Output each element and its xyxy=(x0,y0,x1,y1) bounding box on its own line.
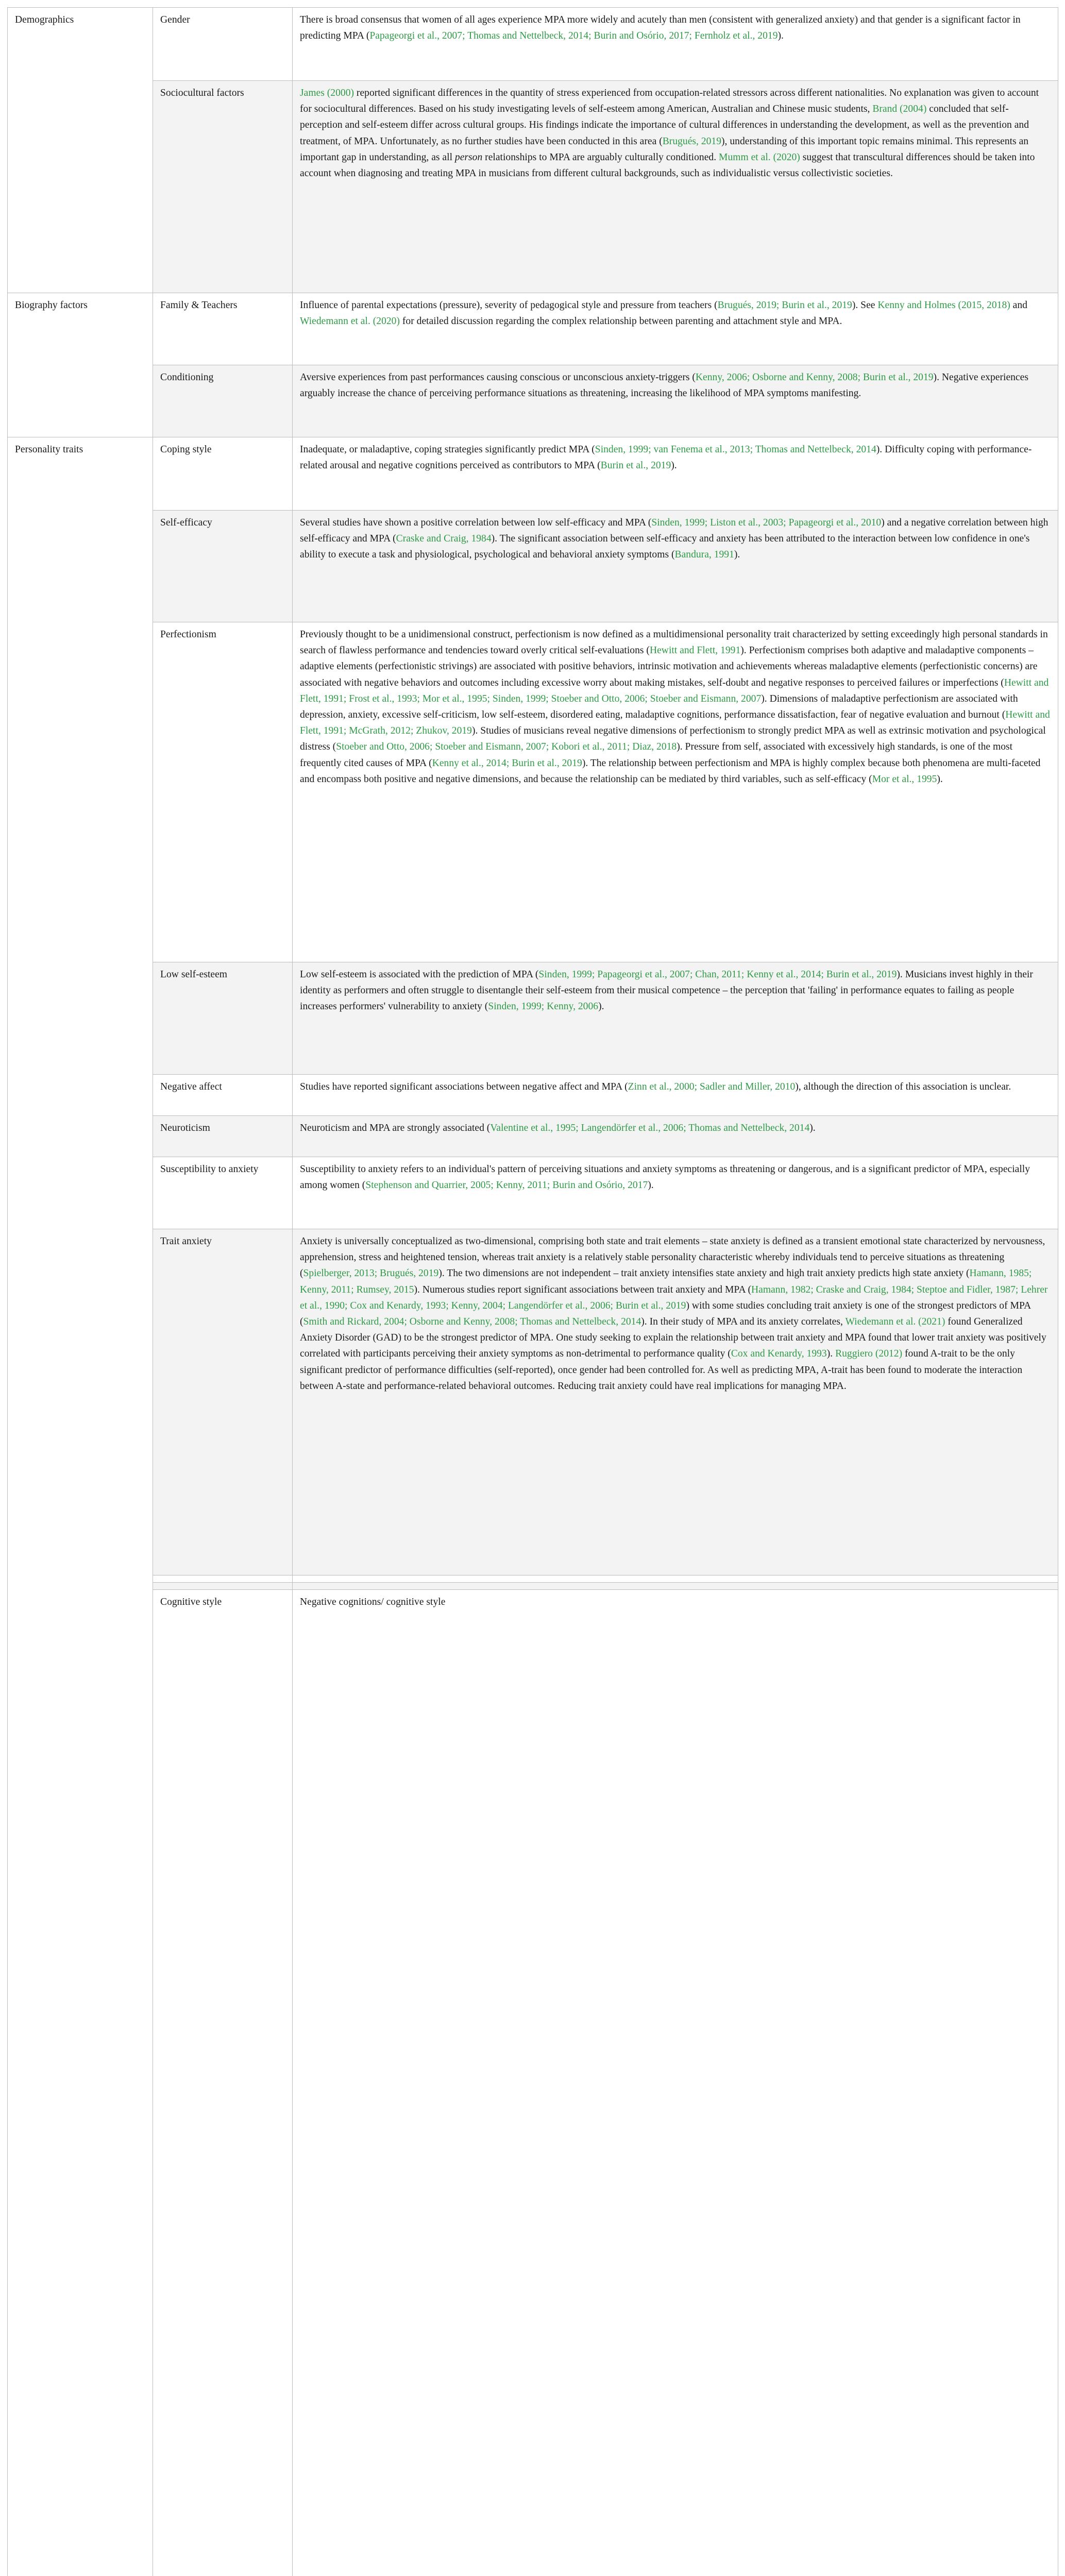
body-text: ) with some studies concluding trait anxiety is one of the strongest predictors of MPA ( xyxy=(300,1300,1031,1328)
citation-link[interactable]: Hamann, 1985; Kenny, 2011; Rumsey, 2015 xyxy=(300,1268,1032,1295)
citation-link[interactable]: Smith and Rickard, 2004; Osborne and Kenny, 2008; Thomas and Nettelbeck, 2014 xyxy=(303,1316,641,1328)
body-text: Anxiety is universally conceptualized as two-dimensional, comprising both state and trait elements – state anxiety is defined as a transient emotional state characterized by nervousness, apprehension, stress and heightened tension, whereas trait anxiety is a relatively stable personality characteristic whereby individuals tend to perceive situations as threatening ( xyxy=(300,1236,1045,1279)
citation-link[interactable]: Burin et al., 2019 xyxy=(600,460,671,471)
factor-cell: Susceptibility to anxiety xyxy=(153,1157,293,1229)
factor-cell: Negative cognitions/ cognitive style xyxy=(293,1590,1058,2576)
citation-link[interactable]: Bandura, 1991 xyxy=(674,549,734,561)
table-row xyxy=(8,1583,1058,1590)
category-cell: Personality traits xyxy=(8,437,153,2576)
table-row xyxy=(8,511,1058,622)
body-text: ). See xyxy=(852,300,878,311)
body-text: Studies have reported significant associations between negative affect and MPA ( xyxy=(300,1081,628,1092)
body-text: ). The two dimensions are not independent – trait anxiety intensifies state anxiety and high trait anxiety predicts high state anxiety ( xyxy=(438,1268,970,1279)
citation-link[interactable]: Mor et al., 1995 xyxy=(872,773,937,785)
table-row xyxy=(8,1229,1058,1575)
description-cell xyxy=(293,8,1058,81)
body-text: Inadequate, or maladaptive, coping strategies significantly predict MPA ( xyxy=(300,444,595,455)
body-text: Influence of parental expectations (pressure), severity of pedagogical style and pressure from teachers ( xyxy=(300,300,718,311)
citation-link[interactable]: Wiedemann et al. (2021) xyxy=(845,1316,945,1328)
citation-link[interactable]: Sinden, 1999; Liston et al., 2003; Papageorgi et al., 2010 xyxy=(651,517,882,528)
citation-link[interactable]: Wiedemann et al. (2020) xyxy=(300,316,400,327)
factor-cell: Sociocultural factors xyxy=(153,81,293,293)
citation-link[interactable]: Hewitt and Flett, 1991; Frost et al., 1993; Mor et al., 1995; Sinden, 1999; Stoeber and Otto, 2006; Stoeber and Eismann, 2007 xyxy=(300,677,1049,704)
description-cell xyxy=(293,1116,1058,1157)
table-row xyxy=(8,1590,1058,2576)
citation-link[interactable]: Brand (2004) xyxy=(872,104,927,115)
body-text: ). The relationship between perfectionism and MPA is highly complex because both phenomena are multi-faceted and encompass both positive and negative dimensions, and because the relationship can be mediated by third variables, such as self-efficacy ( xyxy=(300,757,1041,785)
category-cell: Cognitive style xyxy=(153,1590,293,2576)
body-text: ). Difficulty coping with performance-related arousal and negative cognitions perceived as contributors to MPA ( xyxy=(300,444,1032,471)
body-text: ). xyxy=(777,30,784,42)
factor-cell: Conditioning xyxy=(153,365,293,437)
citation-link[interactable]: Kenny, 2006; Osborne and Kenny, 2008; Burin et al., 2019 xyxy=(695,372,934,383)
body-text: ). Studies of musicians reveal negative dimensions of perfectionism to strongly predict MPA as well as extrinsic motivation and psychological distress ( xyxy=(300,725,1046,753)
citation-link[interactable]: Brugués, 2019; Burin et al., 2019 xyxy=(717,300,852,311)
body-text: Low self-esteem is associated with the prediction of MPA ( xyxy=(300,969,539,980)
citation-link[interactable]: Ruggiero (2012) xyxy=(835,1348,903,1360)
body-text: ). xyxy=(598,1001,604,1012)
body-text: ). Dimensions of maladaptive perfectionism are associated with depression, anxiety, excessive self-criticism, low self-esteem, disordered eating, maladaptive cognitions, performance dissatisfaction, fear of negative evaluation and burnout ( xyxy=(300,693,1018,721)
citation-link[interactable]: Kenny and Holmes (2015, 2018) xyxy=(877,300,1010,311)
description-cell xyxy=(293,365,1058,437)
table-row xyxy=(8,293,1058,365)
citation-link[interactable]: Valentine et al., 1995; Langendörfer et al., 2006; Thomas and Nettelbeck, 2014 xyxy=(490,1123,810,1133)
citation-link[interactable]: Sinden, 1999; van Fenema et al., 2013; Thomas and Nettelbeck, 2014 xyxy=(595,444,876,455)
citation-link[interactable]: Papageorgi et al., 2007; Thomas and Nettelbeck, 2014; Burin and Osório, 2017; Fernholz et al., 2019 xyxy=(369,30,778,42)
body-text: ). xyxy=(648,1180,654,1191)
body-text: ). Pressure from self, associated with excessively high standards, is one of the most frequently cited causes of MPA ( xyxy=(300,741,1013,769)
citation-link[interactable]: Hewitt and Flett, 1991 xyxy=(649,645,741,656)
body-text: ). xyxy=(809,1123,816,1133)
citation-link[interactable]: James (2000) xyxy=(300,88,354,98)
citation-link[interactable]: Zinn et al., 2000; Sadler and Miller, 2010 xyxy=(628,1081,796,1092)
table-row xyxy=(8,1075,1058,1116)
body-text: reported significant differences in the quantity of stress experienced from occupation-related stressors across different nationalities. No explanation was given to account for sociocultural differences. Based on his study investigating levels of self-esteem among American, Australian and Chinese music students, xyxy=(300,88,1039,115)
table-row xyxy=(8,81,1058,293)
factor-cell: Neuroticism xyxy=(153,1116,293,1157)
body-text: ). Numerous studies report significant associations between trait anxiety and MPA ( xyxy=(414,1284,751,1295)
factor-cell: Trait anxiety xyxy=(153,1229,293,1575)
body-text: There is broad consensus that women of all ages experience MPA more widely and acutely than men (consistent with generalized anxiety) and that gender is a significant factor in predicting MPA ( xyxy=(300,14,1021,42)
body-text: and xyxy=(1010,300,1027,311)
body-text: found A-trait to be the only significant predictor of performance difficulties (self-reported), once gender had been controlled for. As well as predicting MPA, A-trait has been found to moderate the interaction between A-state and performance-related behavioral outcomes. Reducing trait anxiety could have real implications for managing MPA. xyxy=(300,1348,1023,1392)
body-text: suggest that transcultural differences should be taken into account when diagnosing and treating MPA in musicians from different cultural backgrounds, such as individualistic versus collectivistic societies. xyxy=(300,151,1035,179)
body-text: Several studies have shown a positive correlation between low self-efficacy and MPA ( xyxy=(300,517,652,528)
citation-link[interactable]: Hewitt and Flett, 1991; McGrath, 2012; Zhukov, 2019 xyxy=(300,709,1050,737)
citation-link[interactable]: Spielberger, 2013; Brugués, 2019 xyxy=(303,1268,439,1279)
table-row xyxy=(8,8,1058,81)
description-cell xyxy=(293,1575,1058,1583)
factor-cell: Coping style xyxy=(153,437,293,511)
citation-link[interactable]: Stephenson and Quarrier, 2005; Kenny, 2011; Burin and Osório, 2017 xyxy=(365,1180,648,1191)
body-text: ). In their study of MPA and its anxiety correlates, xyxy=(641,1316,846,1328)
table-row xyxy=(8,622,1058,962)
factor-cell: Self-efficacy xyxy=(153,511,293,622)
body-text: ). The significant association between self-efficacy and anxiety has been attributed to the interaction between low confidence in one's ability to execute a task and physiological, psychological and behavioral anxiety symptoms ( xyxy=(300,533,1030,561)
body-text: concluded that self-perception and self-esteem differ across cultural groups. His findings indicate the importance of cultural differences in understanding the development, as well as the prevention and treatment, of MPA. Unfortunately, as no further studies have been conducted in this area ( xyxy=(300,104,1029,147)
mpa-factors-table xyxy=(7,7,1058,2576)
citation-link[interactable]: Craske and Craig, 1984 xyxy=(396,533,492,545)
factor-cell: Family & Teachers xyxy=(153,293,293,365)
body-text: Susceptibility to anxiety refers to an individual's pattern of perceiving situations and anxiety symptoms as threatening or dangerous, and is a significant predictor of MPA, especially among women ( xyxy=(300,1164,1030,1191)
table-row xyxy=(8,1157,1058,1229)
citation-link[interactable]: Sinden, 1999; Kenny, 2006 xyxy=(488,1001,599,1012)
citation-link[interactable]: Stoeber and Otto, 2006; Stoeber and Eismann, 2007; Kobori et al., 2011; Diaz, 2018 xyxy=(336,741,677,753)
factor-cell: Gender xyxy=(153,8,293,81)
factor-cell xyxy=(153,1583,293,1590)
body-text: ), understanding of this important topic remains minimal. This represents an important gap in understanding, as all xyxy=(300,135,1029,163)
description-cell xyxy=(293,1229,1058,1575)
citation-link[interactable]: Brugués, 2019 xyxy=(662,135,722,147)
description-cell xyxy=(293,511,1058,622)
emphasis-text: person xyxy=(454,151,483,163)
factor-cell: Low self-esteem xyxy=(153,962,293,1075)
body-text: relationships to MPA are arguably culturally conditioned. xyxy=(482,151,719,163)
description-cell xyxy=(293,622,1058,962)
document xyxy=(7,7,1058,2576)
citation-link[interactable]: Mumm et al. (2020) xyxy=(719,151,800,163)
body-text: for detailed discussion regarding the complex relationship between parenting and attachment style and MPA. xyxy=(400,316,842,327)
body-text: ) and a negative correlation between high self-efficacy and MPA ( xyxy=(300,517,1049,545)
description-cell xyxy=(293,1075,1058,1116)
category-cell: Biography factors xyxy=(8,293,153,437)
table-row xyxy=(8,437,1058,511)
body-text: Aversive experiences from past performances causing conscious or unconscious anxiety-triggers ( xyxy=(300,372,696,383)
description-cell xyxy=(293,1157,1058,1229)
body-text: found Generalized Anxiety Disorder (GAD) to be the strongest predictor of MPA. One study seeking to explain the relationship between trait anxiety and MPA found that lower trait anxiety was positively correlated with participants perceiving their anxiety symptoms as non-detrimental to performance quality ( xyxy=(300,1316,1046,1360)
description-cell xyxy=(293,962,1058,1075)
factor-cell xyxy=(153,1575,293,1583)
body-text: ), although the direction of this association is unclear. xyxy=(795,1081,1011,1092)
body-text: Neuroticism and MPA are strongly associated ( xyxy=(300,1123,491,1133)
factor-cell: Perfectionism xyxy=(153,622,293,962)
description-cell xyxy=(293,437,1058,511)
body-text: ). xyxy=(671,460,677,471)
body-text: ). xyxy=(734,549,740,561)
body-text: ). xyxy=(826,1348,836,1360)
body-text: ). Negative experiences arguably increase the chance of perceiving performance situations as threatening, increasing the likelihood of MPA symptoms manifesting. xyxy=(300,372,1028,399)
body-text: Previously thought to be a unidimensional construct, perfectionism is now defined as a multidimensional personality trait characterized by setting exceedingly high personal standards in search of flawless performance and tendencies toward overly critical self-evaluations ( xyxy=(300,629,1048,656)
citation-link[interactable]: Sinden, 1999; Papageorgi et al., 2007; Chan, 2011; Kenny et al., 2014; Burin et al., 2019 xyxy=(538,969,897,980)
citation-link[interactable]: Cox and Kenardy, 1993 xyxy=(731,1348,827,1360)
body-text: ). Perfectionism comprises both adaptive and maladaptive components – adaptive elements (perfectionistic strivings) are associated with positive behaviors, intrinsic motivation and achievements whereas maladaptive elements (perfectionistic concerns) are associated with negative behaviors and outcomes including excessive worry about making mistakes, self-doubt and negative responses to perceived failures or imperfections ( xyxy=(300,645,1038,688)
table-row xyxy=(8,1116,1058,1157)
table-row xyxy=(8,962,1058,1075)
factor-cell: Negative affect xyxy=(153,1075,293,1116)
citation-link[interactable]: Hamann, 1982; Craske and Craig, 1984; Steptoe and Fidler, 1987; Lehrer et al., 1990; Cox and Kenardy, 1993; Kenny, 2004; Langendörfer et al., 2006; Burin et al., 2019 xyxy=(300,1284,1048,1311)
body-text: ). xyxy=(937,773,943,785)
description-cell xyxy=(293,81,1058,293)
citation-link[interactable]: Kenny et al., 2014; Burin et al., 2019 xyxy=(432,757,582,769)
table-row xyxy=(8,1575,1058,1583)
description-cell xyxy=(293,1583,1058,1590)
body-text: ). Musicians invest highly in their identity as performers and often struggle to disentangle their self-esteem from their musical competence – the perception that 'failing' in performance equates to failing as people increases performers' vulnerability to anxiety ( xyxy=(300,969,1033,1012)
category-cell: Demographics xyxy=(8,8,153,293)
description-cell xyxy=(293,293,1058,365)
table-row xyxy=(8,365,1058,437)
